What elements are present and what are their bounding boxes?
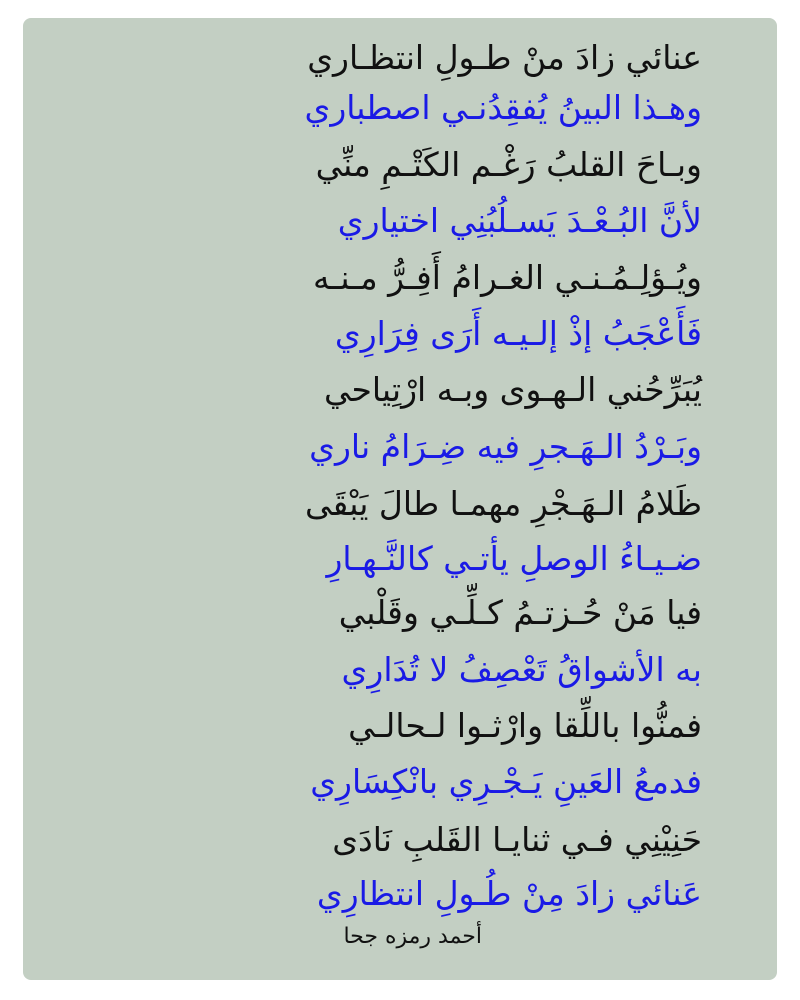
verse-line-10: ضـيـاءُ الوصلِ يأتـي كالنَّـهـارِ [326,539,702,578]
poet-signature: أحمد رمزه جحا [343,924,482,949]
verse-line-7: يُبَرِّحُني الـهـوى وبـه ارْتِياحي [323,370,702,409]
verse-line-4: لأنَّ البُـعْـدَ يَسـلُبُنِي اختياري [337,201,702,240]
verse-line-13: فمنُّوا باللِّقا وارْثـوا لـحالـي [348,706,702,745]
verse-line-2: وهـذا البينُ يُفقِدُنـي اصطباري [304,88,702,127]
verse-line-8: وبَـرْدُ الـهَـجرِ فيه ضِـرَامُ ناري [309,427,702,466]
verse-line-14: فدمعُ العَينِ يَـجْـرِي بانْكِسَارِي [310,762,702,801]
verse-line-6: فَأَعْجَبُ إذْ إلـيـه أَرَى فِرَارِي [334,314,702,353]
verse-line-15: حَنِيْنِي فـي ثنايـا القَلبِ نَادَى [332,820,702,859]
verse-line-9: ظَلامُ الـهَـجْرِ مهمـا طالَ يَبْقَى [305,484,702,523]
verse-line-11: فيا مَنْ حُـزتـمُ كـلِّـي وقَلْبي [338,593,702,632]
verse-line-3: وبـاحَ القلبُ رَغْـم الكَتْـمِ منِّي [315,145,702,184]
verse-line-16: عَنائي زادَ مِنْ طُـولِ انتظارِي [316,874,702,913]
poem-card [23,18,777,980]
verse-line-1: عنائي زادَ منْ طـولِ انتظـاري [307,38,702,77]
verse-line-5: ويُـؤلِـمُـنـي الغـرامُ أَفِـرُّ مـنـه [312,258,702,297]
verse-line-12: به الأشواقُ تَعْصِفُ لا تُدَارِي [341,650,702,689]
